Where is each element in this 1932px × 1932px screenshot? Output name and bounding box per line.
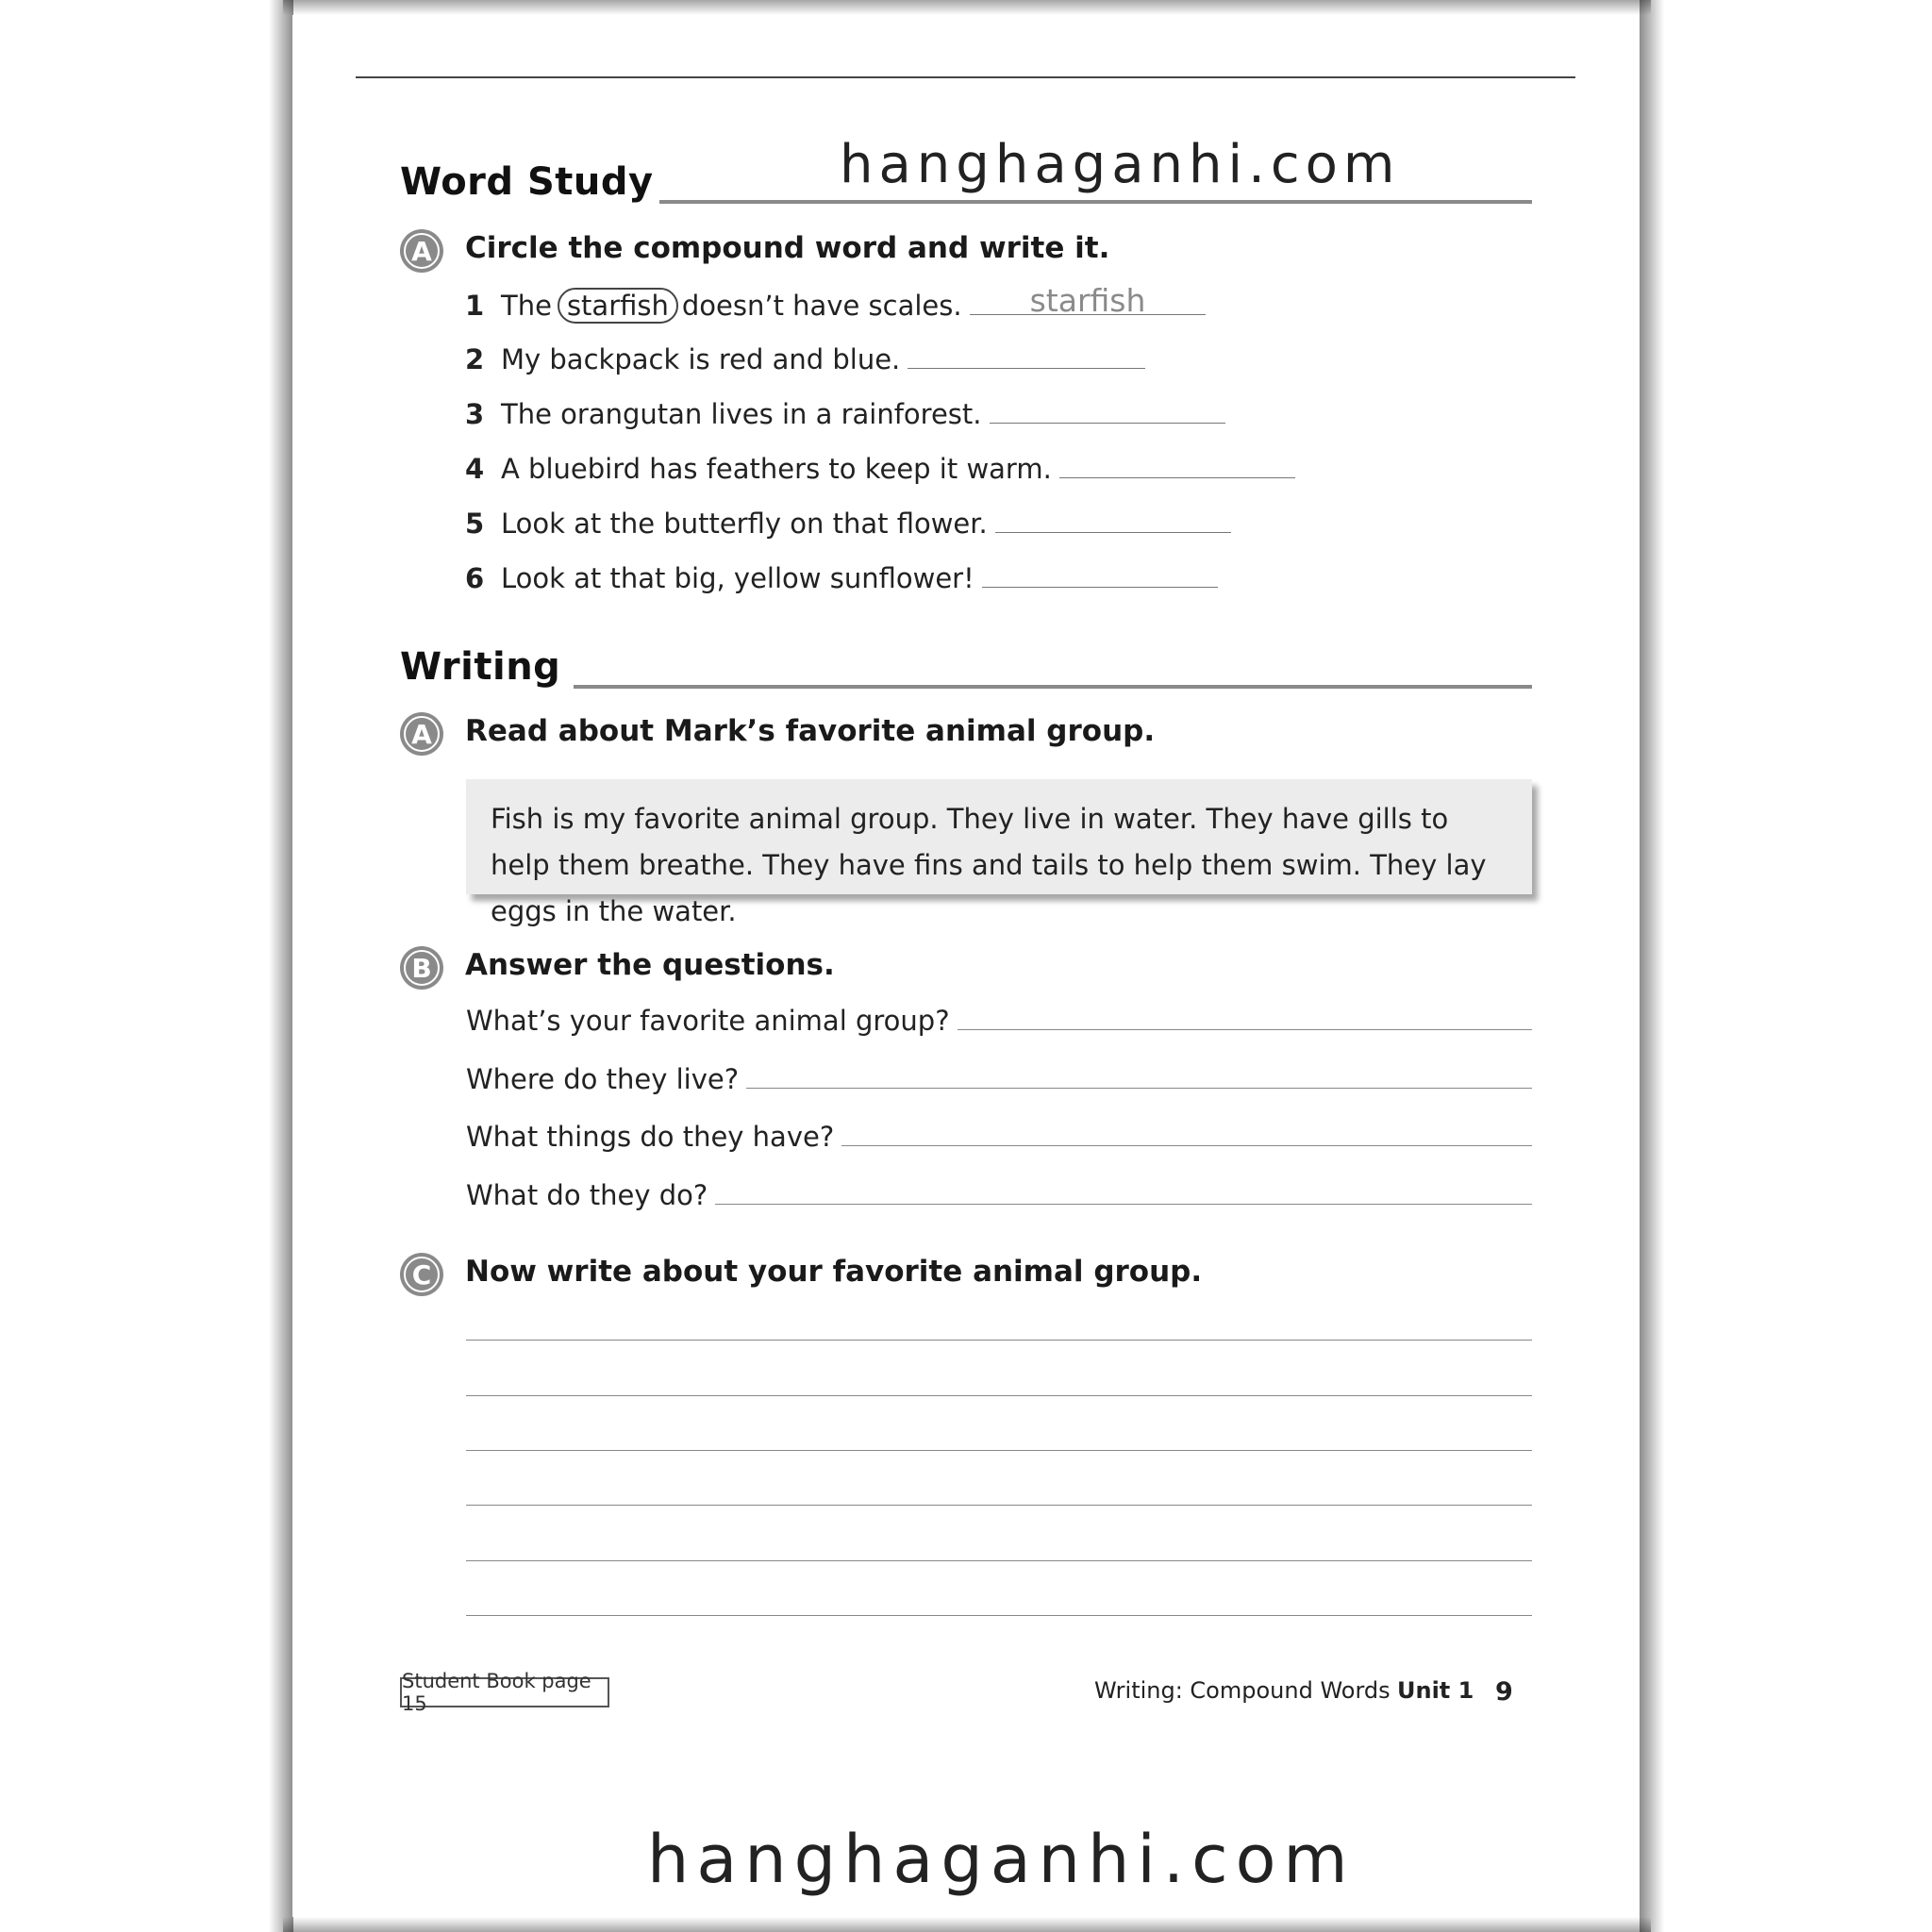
item-number: 1 xyxy=(465,290,485,322)
badge-b: B xyxy=(400,946,443,990)
item-number: 3 xyxy=(465,398,485,430)
writing-line[interactable] xyxy=(466,1560,1532,1561)
question-row xyxy=(466,1005,1532,1042)
list-item xyxy=(465,453,1295,491)
word-study-rule xyxy=(659,200,1532,204)
watermark-bottom: hanghaganhi.com xyxy=(647,1821,1356,1898)
writing-c-instruction: Now write about your favorite animal group. xyxy=(465,1255,1203,1289)
item-text-before: The xyxy=(501,290,552,322)
writing-line[interactable] xyxy=(466,1450,1532,1451)
item-text-after: doesn’t have scales. xyxy=(681,290,962,322)
item-number: 6 xyxy=(465,562,485,594)
question-text: What do they do? xyxy=(466,1179,708,1211)
writing-line[interactable] xyxy=(466,1395,1532,1396)
item-number: 5 xyxy=(465,508,485,540)
writing-title: Writing xyxy=(400,645,561,689)
answer-blank[interactable] xyxy=(990,423,1225,424)
mark-passage-box xyxy=(466,779,1532,927)
badge-c: C xyxy=(400,1253,443,1296)
circled-word: starfish xyxy=(558,288,678,324)
answer-blank[interactable] xyxy=(908,368,1145,369)
example-answer: starfish xyxy=(1029,282,1146,319)
answer-line[interactable] xyxy=(746,1088,1532,1089)
answer-blank[interactable] xyxy=(970,282,1206,319)
item-number: 2 xyxy=(465,343,485,375)
list-item xyxy=(465,398,1225,436)
badge-a-writing: A xyxy=(400,712,443,756)
question-row xyxy=(466,1121,1532,1158)
item-text: Look at that big, yellow sunflower! xyxy=(501,562,974,594)
list-item xyxy=(465,343,1145,381)
answer-line[interactable] xyxy=(958,1029,1532,1030)
writing-b-instruction: Answer the questions. xyxy=(465,948,835,982)
answer-line[interactable] xyxy=(715,1204,1532,1205)
badge-a-word-study: A xyxy=(400,229,443,273)
question-text: What things do they have? xyxy=(466,1121,835,1153)
mark-passage: Fish is my favorite animal group. They live in water. They have gills to help them breathe. They have fins and tails to help them swim. They lay eggs in the water. xyxy=(491,803,1487,927)
student-book-ref: Student Book page 15 xyxy=(400,1677,609,1707)
writing-line[interactable] xyxy=(466,1505,1532,1506)
item-text: A bluebird has feathers to keep it warm. xyxy=(501,453,1052,485)
writing-header xyxy=(400,636,1532,689)
item-text: My backpack is red and blue. xyxy=(501,343,901,375)
writing-a-instruction: Read about Mark’s favorite animal group. xyxy=(465,714,1156,748)
item-number: 4 xyxy=(465,453,485,485)
writing-rule xyxy=(574,685,1532,689)
question-text: What’s your favorite animal group? xyxy=(466,1005,950,1037)
answer-line[interactable] xyxy=(841,1145,1532,1146)
watermark-top: hanghaganhi.com xyxy=(840,134,1401,195)
word-study-title: Word Study xyxy=(400,160,654,204)
footer-topic: Writing: Compound Words xyxy=(1094,1677,1391,1704)
question-text: Where do they live? xyxy=(466,1063,740,1095)
question-row xyxy=(466,1179,1532,1217)
item-text: Look at the butterfly on that flower. xyxy=(501,508,988,540)
writing-line[interactable] xyxy=(466,1340,1532,1341)
question-row xyxy=(466,1063,1532,1101)
writing-line[interactable] xyxy=(466,1615,1532,1616)
list-item xyxy=(465,282,1206,325)
list-item xyxy=(465,562,1218,600)
answer-blank[interactable] xyxy=(995,532,1231,533)
answer-blank[interactable] xyxy=(982,587,1218,588)
page-number: 9 xyxy=(1495,1677,1513,1707)
top-rule xyxy=(356,76,1575,78)
footer-unit: Unit 1 xyxy=(1397,1677,1474,1704)
answer-blank[interactable] xyxy=(1059,477,1295,478)
item-text: The orangutan lives in a rainforest. xyxy=(501,398,982,430)
list-item xyxy=(465,508,1231,545)
word-study-instruction: Circle the compound word and write it. xyxy=(465,231,1110,265)
